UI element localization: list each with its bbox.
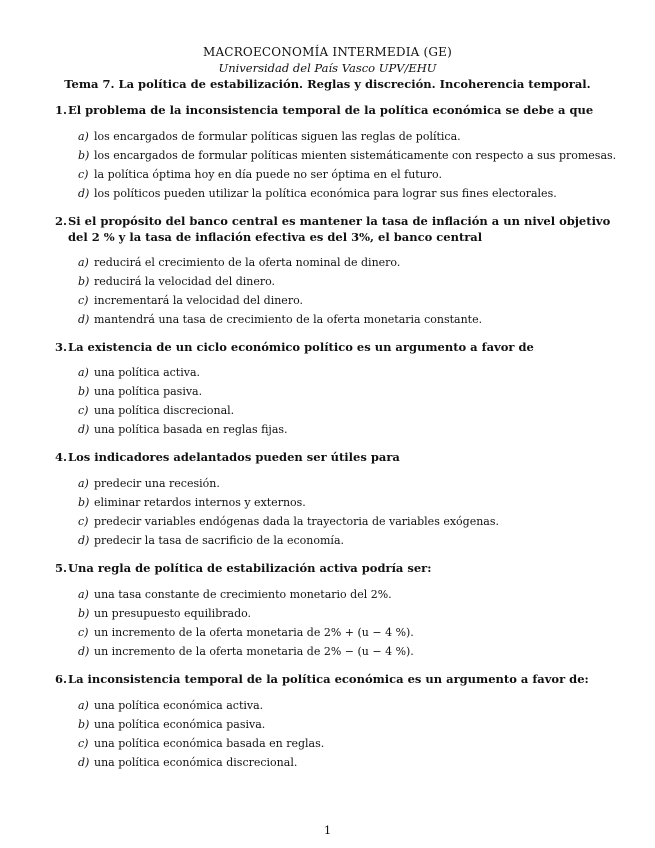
question-3 — [55, 339, 620, 355]
option-text: predecir variables endógenas dada la trayectoria de variables exógenas. — [94, 515, 500, 528]
option-text: una política económica basada en reglas. — [94, 737, 325, 750]
option-2c — [78, 294, 618, 308]
option-letter: c) — [78, 168, 89, 181]
option-letter: c) — [78, 404, 89, 417]
option-text: predecir la tasa de sacrificio de la economía. — [94, 534, 344, 547]
option-text: reducirá la velocidad del dinero. — [94, 275, 276, 288]
option-3c — [78, 404, 618, 418]
option-letter: b) — [78, 496, 90, 509]
option-2b — [78, 275, 618, 289]
option-letter: a) — [78, 699, 89, 712]
option-letter: d) — [78, 187, 90, 200]
option-letter: a) — [78, 256, 89, 269]
option-5c — [78, 626, 618, 640]
option-3d — [78, 423, 618, 437]
question-2 — [55, 213, 620, 245]
option-letter: c) — [78, 294, 89, 307]
option-text: los encargados de formular políticas mienten sistemáticamente con respecto a sus promesas. — [94, 149, 617, 162]
option-text: predecir una recesión. — [94, 477, 220, 490]
option-text: eliminar retardos internos y externos. — [94, 496, 306, 509]
option-letter: d) — [78, 313, 90, 326]
question-number: 2. — [55, 214, 68, 228]
question-text: Una regla de política de estabilización activa podría ser: — [68, 561, 432, 575]
option-3b — [78, 385, 618, 399]
question-number: 4. — [55, 450, 68, 464]
option-text: una política económica discrecional. — [94, 756, 298, 769]
question-1 — [55, 102, 620, 118]
option-text: un incremento de la oferta monetaria de 2% − (u − 4 %). — [94, 645, 414, 658]
question-text: La existencia de un ciclo económico político es un argumento a favor de — [68, 340, 534, 354]
page-number: 1 — [323, 823, 332, 837]
option-letter: d) — [78, 534, 90, 547]
option-2d — [78, 313, 618, 327]
option-text: la política óptima hoy en día puede no ser óptima en el futuro. — [94, 168, 442, 181]
option-text: una política basada en reglas fijas. — [94, 423, 288, 436]
option-letter: a) — [78, 588, 89, 601]
option-letter: b) — [78, 149, 90, 162]
option-text: un incremento de la oferta monetaria de 2% + (u − 4 %). — [94, 626, 414, 639]
option-text: los encargados de formular políticas siguen las reglas de política. — [94, 130, 461, 143]
option-6b — [78, 718, 618, 732]
question-number: 5. — [55, 561, 68, 575]
option-text: una política pasiva. — [94, 385, 203, 398]
option-letter: c) — [78, 737, 89, 750]
option-3a — [78, 366, 618, 380]
option-6d — [78, 756, 618, 770]
option-1a — [78, 130, 618, 144]
question-4 — [55, 449, 620, 465]
question-text: El problema de la inconsistencia temporal de la política económica se debe a que — [68, 103, 594, 117]
option-text: reducirá el crecimiento de la oferta nominal de dinero. — [94, 256, 401, 269]
question-number: 1. — [55, 103, 68, 117]
option-letter: c) — [78, 626, 89, 639]
question-5 — [55, 560, 620, 576]
question-number: 3. — [55, 340, 68, 354]
option-text: un presupuesto equilibrado. — [94, 607, 252, 620]
option-text: mantendrá una tasa de crecimiento de la oferta monetaria constante. — [94, 313, 483, 326]
document-title: MACROECONOMÍA INTERMEDIA (GE) — [202, 45, 453, 59]
option-5a — [78, 588, 618, 602]
option-letter: a) — [78, 130, 89, 143]
option-1b — [78, 149, 618, 163]
option-1c — [78, 168, 618, 182]
option-text: una política económica activa. — [94, 699, 264, 712]
option-text: los políticos pueden utilizar la política económica para lograr sus fines electorales. — [94, 187, 557, 200]
option-text: incrementará la velocidad del dinero. — [94, 294, 304, 307]
topic-heading: Tema 7. La política de estabilización. Reglas y discreción. Incoherencia temporal. — [64, 77, 591, 91]
option-2a — [78, 256, 618, 270]
option-letter: d) — [78, 423, 90, 436]
question-6 — [55, 671, 620, 687]
option-text: una tasa constante de crecimiento monetario del 2%. — [94, 588, 392, 601]
question-text: Los indicadores adelantados pueden ser útiles para — [68, 450, 400, 464]
option-letter: a) — [78, 366, 89, 379]
question-number: 6. — [55, 672, 68, 686]
option-letter: d) — [78, 645, 90, 658]
option-text: una política discrecional. — [94, 404, 235, 417]
option-letter: b) — [78, 275, 90, 288]
option-4a — [78, 477, 618, 491]
option-letter: b) — [78, 718, 90, 731]
option-4b — [78, 496, 618, 510]
option-letter: d) — [78, 756, 90, 769]
question-text: Si el propósito del banco central es mantener la tasa de inflación a un nivel objetivo del 2 % y la tasa de inflación efectiva es del 3%, el banco central — [68, 214, 611, 244]
option-5d — [78, 645, 618, 659]
option-letter: a) — [78, 477, 89, 490]
question-text: La inconsistencia temporal de la política económica es un argumento a favor de: — [68, 672, 589, 686]
option-4c — [78, 515, 618, 529]
option-6a — [78, 699, 618, 713]
university-subtitle: Universidad del País Vasco UPV/EHU — [218, 61, 437, 75]
option-1d — [78, 187, 618, 201]
option-6c — [78, 737, 618, 751]
option-text: una política económica pasiva. — [94, 718, 266, 731]
option-text: una política activa. — [94, 366, 201, 379]
option-letter: b) — [78, 385, 90, 398]
option-5b — [78, 607, 618, 621]
option-letter: b) — [78, 607, 90, 620]
option-4d — [78, 534, 618, 548]
option-letter: c) — [78, 515, 89, 528]
